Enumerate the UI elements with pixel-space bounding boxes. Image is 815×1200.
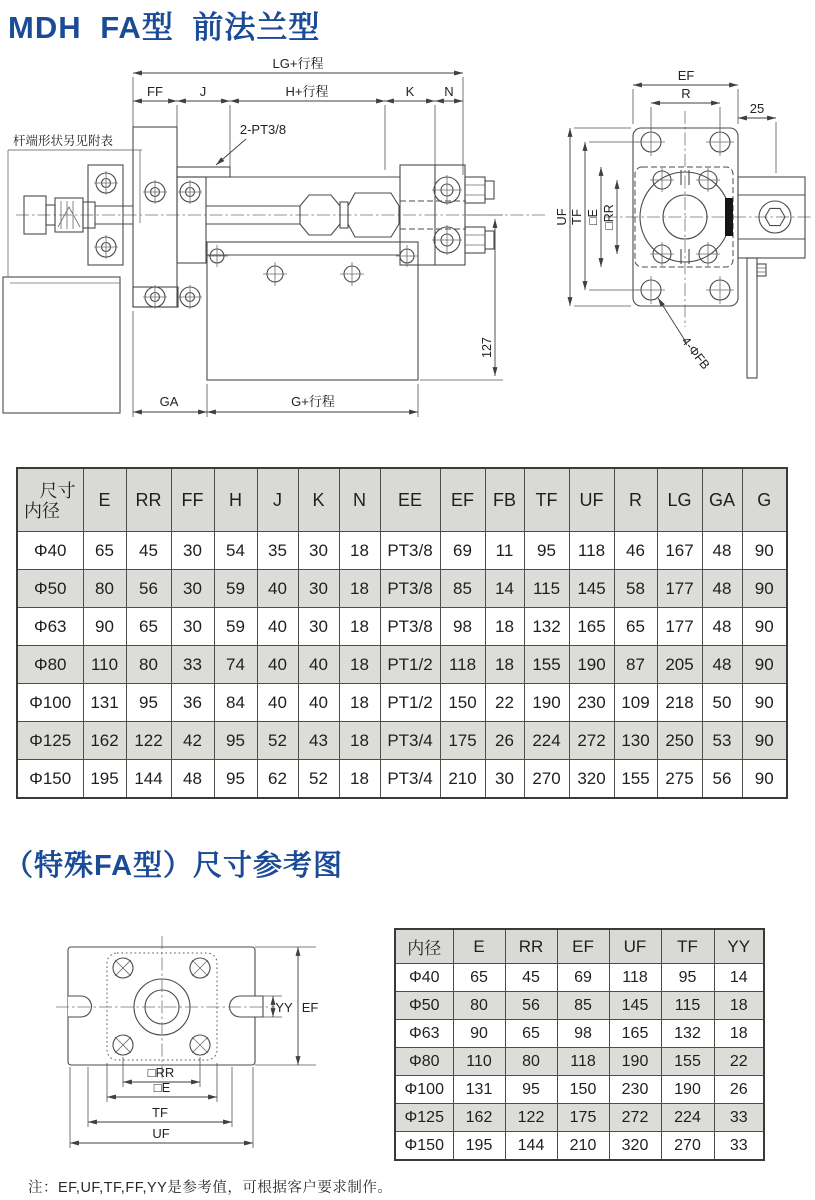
table-row	[17, 684, 787, 722]
dim-label-square-rr: □RR	[602, 204, 616, 230]
dimension-cell: 320	[569, 760, 614, 799]
dimension-cell: 90	[742, 570, 787, 608]
dimension-cell: 40	[298, 684, 339, 722]
dimension-cell: PT3/4	[380, 722, 440, 760]
dimension-cell: PT3/8	[380, 608, 440, 646]
column-header: UF	[609, 929, 661, 964]
flange-front-view-drawing	[540, 55, 815, 405]
dim-label-g-stroke: G+行程	[291, 394, 335, 409]
dimension-cell: 26	[485, 722, 524, 760]
dimension-cell: 84	[214, 684, 257, 722]
dim-label-k: K	[405, 84, 415, 99]
dimension-cell: 30	[171, 532, 214, 570]
dimension-cell: 162	[83, 722, 126, 760]
table-row	[17, 722, 787, 760]
dimension-cell: 195	[453, 1132, 505, 1161]
dim-label-yy: YY	[275, 1000, 293, 1015]
dimension-cell: 45	[126, 532, 171, 570]
dimension-cell: 175	[440, 722, 485, 760]
dimension-cell: 272	[609, 1104, 661, 1132]
row-bore-size: Φ100	[395, 1076, 453, 1104]
dimension-cell: 190	[661, 1076, 714, 1104]
dimension-cell: 118	[609, 964, 661, 992]
dimension-cell: 18	[714, 1020, 764, 1048]
cylinder-geometry	[3, 127, 548, 413]
dimension-cell: 18	[339, 646, 380, 684]
table-row	[395, 1132, 764, 1161]
dimension-cell: 95	[126, 684, 171, 722]
dim-label-ga: GA	[159, 394, 179, 409]
dimension-cell: 110	[83, 646, 126, 684]
row-bore-size: Φ125	[17, 722, 83, 760]
dimension-cell: 50	[702, 684, 742, 722]
row-bore-size: Φ63	[395, 1020, 453, 1048]
rod-end-note: 杆端形状另见附表	[13, 134, 114, 148]
dimension-cell: 80	[126, 646, 171, 684]
dimension-cell: 145	[609, 992, 661, 1020]
row-bore-size: Φ125	[395, 1104, 453, 1132]
dimension-cell: 58	[614, 570, 657, 608]
dimension-cell: 167	[657, 532, 702, 570]
dimension-cell: 218	[657, 684, 702, 722]
dimension-cell: 18	[485, 608, 524, 646]
dimension-cell: 18	[339, 760, 380, 799]
dimension-cell: 118	[569, 532, 614, 570]
dimension-cell: 18	[339, 684, 380, 722]
dimension-cell: 40	[257, 608, 298, 646]
column-header: EF	[557, 929, 609, 964]
dimension-cell: 110	[453, 1048, 505, 1076]
dimension-cell: 150	[440, 684, 485, 722]
row-bore-size: Φ50	[395, 992, 453, 1020]
dimension-cell: 43	[298, 722, 339, 760]
dimension-cell: 42	[171, 722, 214, 760]
page-title: MDH FA型 前法兰型	[8, 10, 321, 45]
dimension-cell: PT3/4	[380, 760, 440, 799]
dim-label-n: N	[444, 84, 454, 99]
dimension-cell: 150	[557, 1076, 609, 1104]
footer-note: 注：EF,UF,TF,FF,YY是参考值，可根据客户要求制作。	[28, 1180, 393, 1196]
dimension-cell: 14	[485, 570, 524, 608]
dimension-cell: 18	[339, 608, 380, 646]
dimension-cell: 90	[742, 532, 787, 570]
table-row	[395, 992, 764, 1020]
row-bore-size: Φ80	[395, 1048, 453, 1076]
dimension-cell: 62	[257, 760, 298, 799]
dimension-table-main	[16, 467, 788, 799]
dimension-cell: 109	[614, 684, 657, 722]
table-row	[395, 964, 764, 992]
dimension-cell: 85	[557, 992, 609, 1020]
table-row	[17, 646, 787, 684]
dimension-cell: 165	[569, 608, 614, 646]
dimension-cell: 59	[214, 608, 257, 646]
dimension-cell: 56	[505, 992, 557, 1020]
column-header: TF	[661, 929, 714, 964]
dimension-cell: 30	[485, 760, 524, 799]
dimension-cell: 22	[714, 1048, 764, 1076]
column-header: N	[339, 468, 380, 532]
dimension-cell: 155	[524, 646, 569, 684]
table-row	[395, 1076, 764, 1104]
column-header: EE	[380, 468, 440, 532]
dimension-cell: 320	[609, 1132, 661, 1161]
dimension-cell: 74	[214, 646, 257, 684]
dimension-cell: 144	[126, 760, 171, 799]
dimension-cell: 190	[609, 1048, 661, 1076]
section-title: （特殊FA型）尺寸参考图	[4, 850, 344, 882]
dim-label-square-rr: □RR	[147, 1065, 175, 1080]
row-bore-size: Φ150	[395, 1132, 453, 1161]
dimension-cell: 59	[214, 570, 257, 608]
dimension-cell: 250	[657, 722, 702, 760]
column-header: FF	[171, 468, 214, 532]
dim-label-r: R	[681, 86, 691, 101]
dim-label-ef: EF	[677, 68, 695, 83]
row-bore-size: Φ80	[17, 646, 83, 684]
dimension-cell: 87	[614, 646, 657, 684]
dimension-cell: 18	[714, 992, 764, 1020]
dimension-cell: 118	[557, 1048, 609, 1076]
dimension-cell: 80	[83, 570, 126, 608]
dimension-cell: 224	[524, 722, 569, 760]
dimension-cell: 46	[614, 532, 657, 570]
dim-label-lg-stroke: LG+行程	[272, 56, 324, 71]
table-corner-cell: 尺寸 内径	[17, 468, 83, 532]
dimension-cell: 210	[557, 1132, 609, 1161]
dimension-cell: 122	[505, 1104, 557, 1132]
dimension-cell: 118	[440, 646, 485, 684]
dimension-cell: 144	[505, 1132, 557, 1161]
dimension-cell: 33	[171, 646, 214, 684]
dim-label-ff: FF	[147, 84, 163, 99]
dim-label-tf: TF	[152, 1105, 168, 1120]
column-header: H	[214, 468, 257, 532]
dimension-cell: 145	[569, 570, 614, 608]
dimension-cell: 90	[742, 646, 787, 684]
dimension-cell: PT3/8	[380, 570, 440, 608]
dimension-cell: 22	[485, 684, 524, 722]
dim-label-tf: TF	[569, 209, 584, 225]
dimension-cell: 65	[83, 532, 126, 570]
column-header: RR	[505, 929, 557, 964]
dimension-cell: 30	[298, 570, 339, 608]
dimension-cell: 155	[661, 1048, 714, 1076]
dimension-lines	[570, 85, 776, 342]
dimension-cell: 18	[339, 722, 380, 760]
dimension-cell: PT1/2	[380, 646, 440, 684]
dimension-cell: 40	[257, 646, 298, 684]
dimension-cell: 195	[83, 760, 126, 799]
dimension-cell: 190	[524, 684, 569, 722]
dim-label-ef: EF	[301, 1000, 319, 1015]
dimension-lines	[70, 947, 316, 1148]
dimension-cell: 130	[614, 722, 657, 760]
dimension-cell: 177	[657, 608, 702, 646]
row-bore-size: Φ40	[395, 964, 453, 992]
dimension-cell: 165	[609, 1020, 661, 1048]
dim-label-square-e: □E	[586, 209, 600, 225]
column-header: FB	[485, 468, 524, 532]
dimension-cell: 18	[339, 570, 380, 608]
dim-label-25: 25	[749, 101, 765, 116]
dimension-cell: 272	[569, 722, 614, 760]
dimension-cell: PT1/2	[380, 684, 440, 722]
dimension-cell: 52	[257, 722, 298, 760]
dimension-cell: 190	[569, 646, 614, 684]
dimension-cell: 40	[257, 684, 298, 722]
dimension-cell: 122	[126, 722, 171, 760]
dim-label-j: J	[199, 84, 207, 99]
dimension-cell: 65	[505, 1020, 557, 1048]
dimension-cell: 48	[702, 646, 742, 684]
dimension-cell: 131	[453, 1076, 505, 1104]
dim-label-uf: UF	[554, 208, 569, 226]
dimension-cell: 95	[661, 964, 714, 992]
dimension-cell: 56	[702, 760, 742, 799]
table-row	[395, 1020, 764, 1048]
dimension-cell: 65	[614, 608, 657, 646]
column-header: E	[83, 468, 126, 532]
dimension-cell: 270	[661, 1132, 714, 1161]
dimension-cell: 90	[83, 608, 126, 646]
row-bore-size: Φ50	[17, 570, 83, 608]
dimension-cell: 54	[214, 532, 257, 570]
flange-geometry	[604, 111, 813, 378]
dimension-cell: 45	[505, 964, 557, 992]
dimension-cell: 175	[557, 1104, 609, 1132]
column-header: K	[298, 468, 339, 532]
dimension-cell: 65	[126, 608, 171, 646]
column-header: UF	[569, 468, 614, 532]
dimension-cell: 30	[171, 608, 214, 646]
dimension-cell: 30	[298, 532, 339, 570]
dimension-cell: 36	[171, 684, 214, 722]
dimension-cell: 69	[557, 964, 609, 992]
dimension-cell: 205	[657, 646, 702, 684]
dimension-cell: 98	[557, 1020, 609, 1048]
dim-label-uf: UF	[152, 1126, 170, 1141]
dimension-cell: 30	[298, 608, 339, 646]
dimension-cell: 40	[298, 646, 339, 684]
table-row	[395, 1104, 764, 1132]
dimension-lines	[133, 73, 503, 417]
table-row	[395, 1048, 764, 1076]
dim-label-h-stroke: H+行程	[285, 84, 329, 99]
dimension-cell: 80	[453, 992, 505, 1020]
dimension-cell: 177	[657, 570, 702, 608]
table-row	[17, 570, 787, 608]
dimension-cell: 48	[702, 570, 742, 608]
dimension-cell: 30	[171, 570, 214, 608]
dimension-cell: 90	[453, 1020, 505, 1048]
dimension-cell: 131	[83, 684, 126, 722]
dimension-cell: 155	[614, 760, 657, 799]
dimension-cell: 90	[742, 760, 787, 799]
dimension-cell: 65	[453, 964, 505, 992]
dimension-cell: 14	[714, 964, 764, 992]
dimension-cell: 33	[714, 1104, 764, 1132]
table-row	[17, 532, 787, 570]
table-row	[17, 760, 787, 799]
column-header: LG	[657, 468, 702, 532]
dimension-cell: 33	[714, 1132, 764, 1161]
dimension-cell: 224	[661, 1104, 714, 1132]
dimension-cell: 95	[214, 760, 257, 799]
table-row	[17, 608, 787, 646]
dimension-cell: 162	[453, 1104, 505, 1132]
dimension-cell: 132	[524, 608, 569, 646]
dimension-cell: 48	[702, 532, 742, 570]
column-header: R	[614, 468, 657, 532]
dimension-cell: 18	[485, 646, 524, 684]
row-bore-size: Φ63	[17, 608, 83, 646]
dimension-cell: 48	[702, 608, 742, 646]
dim-label-4-fb-holes: 4-ΦFB	[678, 334, 713, 373]
dimension-cell: PT3/8	[380, 532, 440, 570]
special-flange-drawing	[28, 900, 393, 1200]
dimension-cell: 95	[505, 1076, 557, 1104]
cylinder-side-view-drawing	[0, 55, 560, 445]
dimension-cell: 40	[257, 570, 298, 608]
dimension-cell: 90	[742, 608, 787, 646]
dim-label-square-e: □E	[153, 1080, 171, 1095]
dimension-cell: 270	[524, 760, 569, 799]
dimension-cell: 230	[609, 1076, 661, 1104]
column-header: GA	[702, 468, 742, 532]
dimension-cell: 53	[702, 722, 742, 760]
dimension-cell: 115	[524, 570, 569, 608]
dimension-cell: 52	[298, 760, 339, 799]
dimension-cell: 90	[742, 684, 787, 722]
dimension-cell: 80	[505, 1048, 557, 1076]
dimension-cell: 98	[440, 608, 485, 646]
dimension-cell: 90	[742, 722, 787, 760]
dimension-cell: 56	[126, 570, 171, 608]
dimension-cell: 26	[714, 1076, 764, 1104]
column-header: E	[453, 929, 505, 964]
port-label: 2-PT3/8	[239, 122, 287, 137]
dimension-table-special	[394, 928, 765, 1161]
dimension-cell: 95	[524, 532, 569, 570]
dimension-cell: 115	[661, 992, 714, 1020]
dimension-cell: 275	[657, 760, 702, 799]
dimension-cell: 210	[440, 760, 485, 799]
special-flange-geometry	[56, 936, 275, 1078]
dimension-cell: 11	[485, 532, 524, 570]
column-header: TF	[524, 468, 569, 532]
dimension-cell: 95	[214, 722, 257, 760]
row-bore-size: Φ40	[17, 532, 83, 570]
dimension-cell: 18	[339, 532, 380, 570]
dimension-cell: 85	[440, 570, 485, 608]
column-header: YY	[714, 929, 764, 964]
column-header: J	[257, 468, 298, 532]
column-header: EF	[440, 468, 485, 532]
dimension-cell: 230	[569, 684, 614, 722]
column-header: 内径	[395, 929, 453, 964]
dimension-cell: 69	[440, 532, 485, 570]
dimension-cell: 132	[661, 1020, 714, 1048]
dim-label-127: 127	[480, 337, 494, 358]
column-header: G	[742, 468, 787, 532]
dimension-cell: 35	[257, 532, 298, 570]
row-bore-size: Φ150	[17, 760, 83, 799]
column-header: RR	[126, 468, 171, 532]
row-bore-size: Φ100	[17, 684, 83, 722]
dimension-cell: 48	[171, 760, 214, 799]
